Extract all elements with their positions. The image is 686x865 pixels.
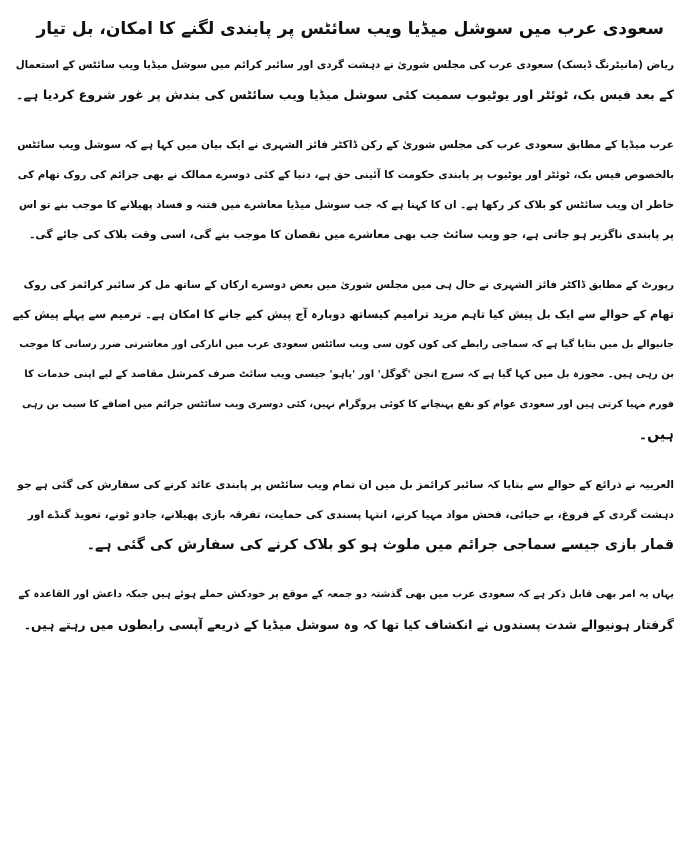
article-paragraph (12, 50, 674, 110)
paragraph-line: جانیوالے بل میں بتایا گیا ہے کہ سماجی رابطے کی کون کون سی ویب سائٹس سعودی عرب میں انارکی اور معاشرتی ضرر رسانی کا موجب (19, 339, 674, 350)
paragraph-line: یہاں یہ امر بھی قابل ذکر ہے کہ سعودی عرب میں بھی گذشتہ دو جمعہ کے موقع پر خودکش حملے ہوئے ہیں جبکہ داعش اور القاعدہ کے (18, 589, 674, 600)
article-body (12, 50, 674, 640)
paragraph-line: العربیہ نے ذرائع کے حوالے سے بتایا کہ سائبر کرائمز بل میں ان تمام ویب سائٹس پر پابندی عائد کرنے کی سفارش کی گئی ہے جو (17, 479, 674, 491)
paragraph-line: رپورٹ کے مطابق ڈاکٹر فائز الشہری نے حال ہی میں مجلس شوریٰ میں بعض دوسرے ارکان کے ساتھ مل کر سائبر کرائمز کی روک (23, 279, 674, 291)
paragraph-line: ہیں۔ (638, 427, 674, 443)
article-paragraph (12, 130, 674, 250)
paragraph-line: پر پابندی ناگزیر ہو جاتی ہے، جو ویب سائٹ جب بھی معاشرے میں نقصان کا موجب بنے گی، اسی وقت بلاک کی جائے گی۔ (28, 228, 674, 241)
article-paragraph (12, 270, 674, 450)
paragraph-line: خاطر ان ویب سائٹس کو بلاک کر رکھا ہے۔ ان کا کہنا ہے کہ جب سوشل میڈیا معاشرے میں فتنہ و فساد پھیلانے کا موجب بنے تو اس (18, 199, 674, 211)
paragraph-line: کے بعد فیس بک، ٹوئٹر اور یوٹیوب سمیت کئی سوشل میڈیا ویب سائٹس کی بندش پر غور شروع کردیا ہے۔ (16, 87, 674, 102)
paragraph-line: قمار بازی جیسے سماجی جرائم میں ملوث ہو کو بلاک کرنے کی سفارش کی گئی ہے۔ (86, 537, 674, 553)
paragraph-line: بالخصوص فیس بک، ٹوئٹر اور یوٹیوب پر پابندی حکومت کا آئینی حق ہے، دنیا کے کئی دوسرے ممالک نے بھی جرائم کی روک تھام کی (17, 169, 674, 181)
paragraph-line: تھام کے حوالے سے ایک بل پیش کیا تاہم مزید ترامیم کیساتھ دوبارہ آج پیش کیے جانے کا امکان ہے۔ ترمیم سے پہلے پیش کیے (12, 308, 674, 321)
paragraph-line: عرب میڈیا کے مطابق سعودی عرب کی مجلس شوریٰ کے رکن ڈاکٹر فائز الشہری نے ایک بیان میں کہا ہے کہ سوشل ویب سائٹس (17, 139, 674, 151)
article-paragraph (12, 470, 674, 560)
article-headline: سعودی عرب میں سوشل میڈیا ویب سائٹس پر پابندی لگنے کا امکان، بل تیار (36, 19, 664, 39)
paragraph-line: ریاض (مانیٹرنگ ڈیسک) سعودی عرب کی مجلس شوریٰ نے دہشت گردی اور سائبر کرائم میں سوشل میڈیا ویب سائٹس کے استعمال (15, 59, 674, 71)
article-paragraph (12, 580, 674, 640)
paragraph-line: دہشت گردی کے فروغ، بے حیائی، فحش مواد مہیا کرنے، انتہا پسندی کی حمایت، تفرقہ بازی پھیلانے، جادو ٹونے، تعویذ گنڈے اور (27, 509, 674, 521)
paragraph-line: فورم مہیا کرتی ہیں اور سعودی عوام کو نفع پہنچانے کا کوئی پروگرام نہیں، کئی دوسری ویب سائٹس جرائم میں اضافے کا سبب بن رہی (22, 399, 674, 410)
paragraph-line: بن رہی ہیں۔ مجوزہ بل میں کہا گیا ہے کہ سرچ انجن 'گوگل' اور 'یاہو' جیسی ویب سائٹ صرف کمرشل مقاصد کے لیے اپنی خدمات کا (24, 369, 674, 380)
paragraph-line: گرفتار ہونیوالے شدت پسندوں نے انکشاف کیا تھا کہ وہ سوشل میڈیا کے ذریعے آپسی رابطوں میں رہتے ہیں۔ (23, 617, 674, 632)
